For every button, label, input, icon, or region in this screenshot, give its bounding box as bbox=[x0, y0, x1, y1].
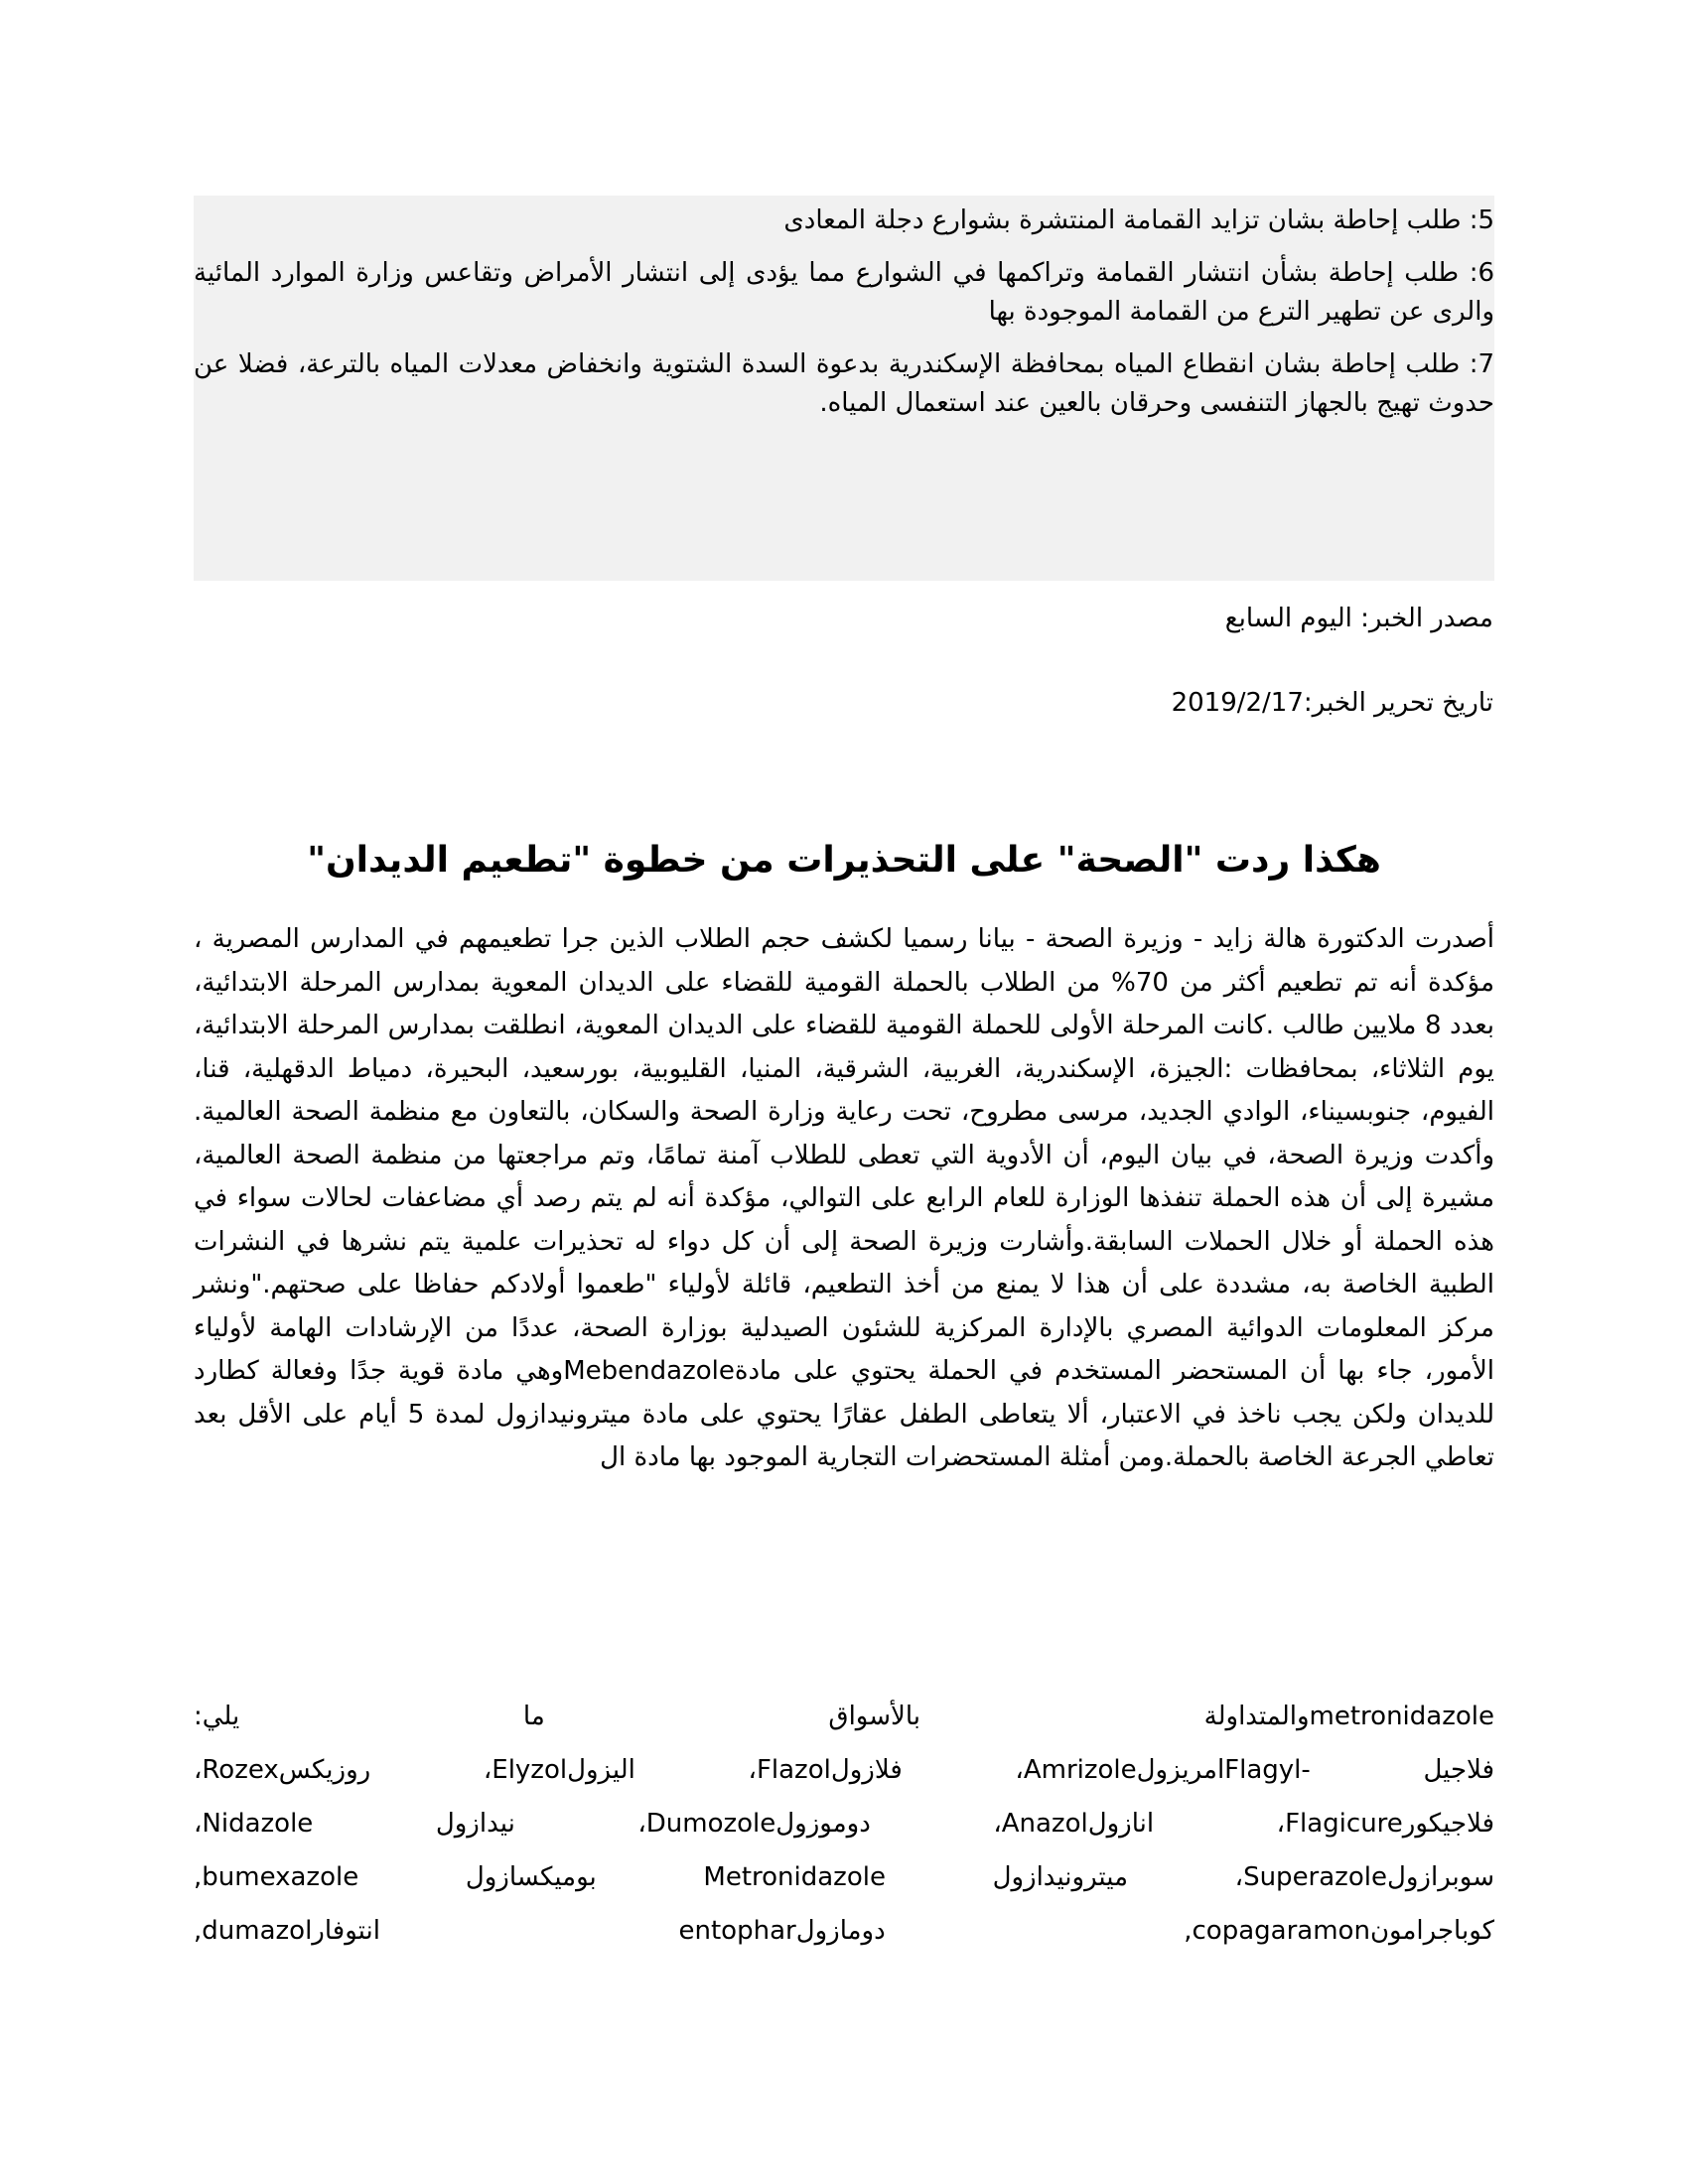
news-date: تاريخ تحرير الخبر:2019/2/17 bbox=[1171, 688, 1493, 718]
request-item-5: 5: طلب إحاطة بشان تزايد القمامة المنتشرة بشوارع دجلة المعادى bbox=[783, 205, 1494, 235]
request-item-7: 7: طلب إحاطة بشان انقطاع المياه بمحافظة الإسكندرية بدعوة السدة الشتوية وانخفاض معدلات المياه بالترعة، فضلا عن حدوث تهيج بالجهاز التنفسى وحرقان بالعين عند استعمال المياه. bbox=[194, 349, 1494, 418]
drug-list-line: كوباجرامونcopagaramon, دومازولentophar انتوفارdumazol, bbox=[194, 1916, 1494, 1946]
request-item-6: 6: طلب إحاطة بشأن انتشار القمامة وتراكمها في الشوارع مما يؤدى إلى انتشار الأمراض وتقاعس وزارة الموارد المائية والرى عن تطهير الترع من القمامة الموجودة بها bbox=[194, 258, 1494, 327]
news-source: مصدر الخبر: اليوم السابع bbox=[1224, 604, 1493, 633]
drug-list bbox=[194, 1690, 1494, 1958]
highlighted-requests-box bbox=[194, 196, 1494, 581]
drug-list-line: سوبرازولSuperazole، ميترونيدازول Metronidazole بوميكسازول bumexazole, bbox=[194, 1862, 1494, 1892]
drug-list-line: فلاجيل -FlagylامريزولAmrizole، فلازولFlazol، اليزولElyzol، روزيكسRozex، bbox=[194, 1755, 1494, 1785]
article-headline: هكذا ردت "الصحة" على التحذيرات من خطوة "تطعيم الديدان" bbox=[307, 840, 1381, 881]
drug-list-line: فلاجيكورFlagicure، انازولAnazol، دوموزولDumozole، نيدازول Nidazole، bbox=[194, 1809, 1495, 1839]
drug-list-line: metronidazoleوالمتداولة بالأسواق ما يلي: bbox=[194, 1702, 1494, 1731]
article-body: أصدرت الدكتورة هالة زايد - وزيرة الصحة - بيانا رسميا لكشف حجم الطلاب الذين جرا تطعيمهم في المدارس المصرية ، مؤكدة أنه تم تطعيم أكثر من 70% من الطلاب بالحملة القومية للقضاء على الديدان المعوية بمدارس المرحلة الابتدائية، بعدد 8 ملايين طالب .كانت المرحلة الأولى للحملة القومية للقضاء على الديدان المعوية، انطلقت بمدارس المرحلة الابتدائية، يوم الثلاثاء، بمحافظات :الجيزة، الإسكندرية، الغربية، الشرقية، المنيا، القليوبية، بورسعيد، البحيرة، دمياط الدقهلية، قنا، الفيوم، جنوبسيناء، الوادي الجديد، مرسى مطروح، تحت رعاية وزارة الصحة والسكان، بالتعاون مع منظمة الصحة العالمية. وأكدت وزيرة الصحة، في بيان اليوم، أن الأدوية التي تعطى للطلاب آمنة تمامًا، وتم مراجعتها من منظمة الصحة العالمية، مشيرة إلى أن هذه الحملة تنفذها الوزارة للعام الرابع على التوالي، مؤكدة أنه لم يتم رصد أي مضاعفات لحالات سواء في هذه الحملة أو خلال الحملات السابقة.وأشارت وزيرة الصحة إلى أن كل دواء له تحذيرات علمية يتم نشرها في النشرات الطبية الخاصة به، مشددة على أن هذا لا يمنع من أخذ التطعيم، قائلة لأولياء "طعموا أولادكم حفاظا على صحتهم."ونشر مركز المعلومات الدوائية المصري بالإدارة المركزية للشئون الصيدلية بوزارة الصحة، عددًا من الإرشادات الهامة لأولياء الأمور، جاء بها أن المستحضر المستخدم في الحملة يحتوي على مادةMebendazoleوهي مادة قوية جدًا وفعالة كطارد للديدان ولكن يجب ناخذ في الاعتبار، ألا يتعاطى الطفل عقارًا يحتوي على مادة ميترونيدازول لمدة 5 أيام على الأقل بعد تعاطي الجرعة الخاصة بالحملة.ومن أمثلة المستحضرات التجارية الموجود بها مادة ال bbox=[194, 924, 1494, 1472]
